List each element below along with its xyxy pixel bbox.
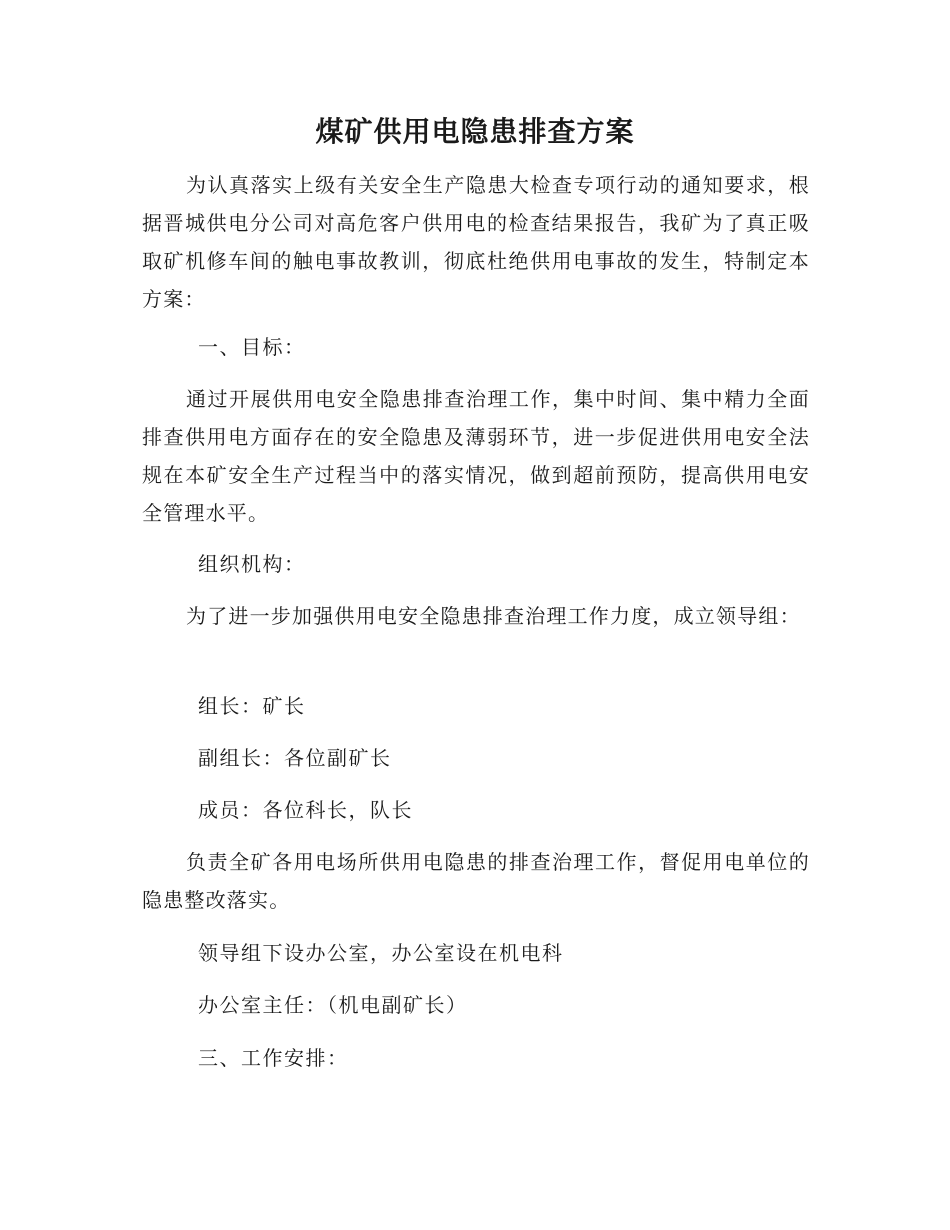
intro-paragraph: 为认真落实上级有关安全生产隐患大检查专项行动的通知要求，根据晋城供电分公司对高危客户供用电的检查结果报告，我矿为了真正吸取矿机修车间的触电事故教训，彻底杜绝供用电事故的发生，特制定本方案： <box>142 173 810 311</box>
org-heading: 组织机构： <box>198 552 306 576</box>
office-line: 领导组下设办公室，办公室设在机电科 <box>198 941 564 965</box>
document-title: 煤矿供用电隐患排查方案 <box>315 115 635 148</box>
section3-heading: 三、工作安排： <box>198 1046 349 1070</box>
section1-heading: 一、目标： <box>198 335 306 359</box>
duty-paragraph: 负责全矿各用电场所供用电隐患的排查治理工作，督促用电单位的隐患整改落实。 <box>142 850 810 912</box>
leader-line: 组长：矿长 <box>198 694 306 718</box>
office-director-line: 办公室主任：（机电副矿长） <box>198 993 468 1017</box>
members-line: 成员：各位科长，队长 <box>198 798 413 822</box>
section1-body: 通过开展供用电安全隐患排查治理工作，集中时间、集中精力全面排查供用电方面存在的安全隐患及薄弱环节，进一步促进供用电安全法规在本矿安全生产过程当中的落实情况，做到超前预防，提高供用电安全管理水平。 <box>142 387 810 525</box>
deputy-leader-line: 副组长：各位副矿长 <box>198 746 392 770</box>
org-body: 为了进一步加强供用电安全隐患排查治理工作力度，成立领导组： <box>186 604 801 628</box>
